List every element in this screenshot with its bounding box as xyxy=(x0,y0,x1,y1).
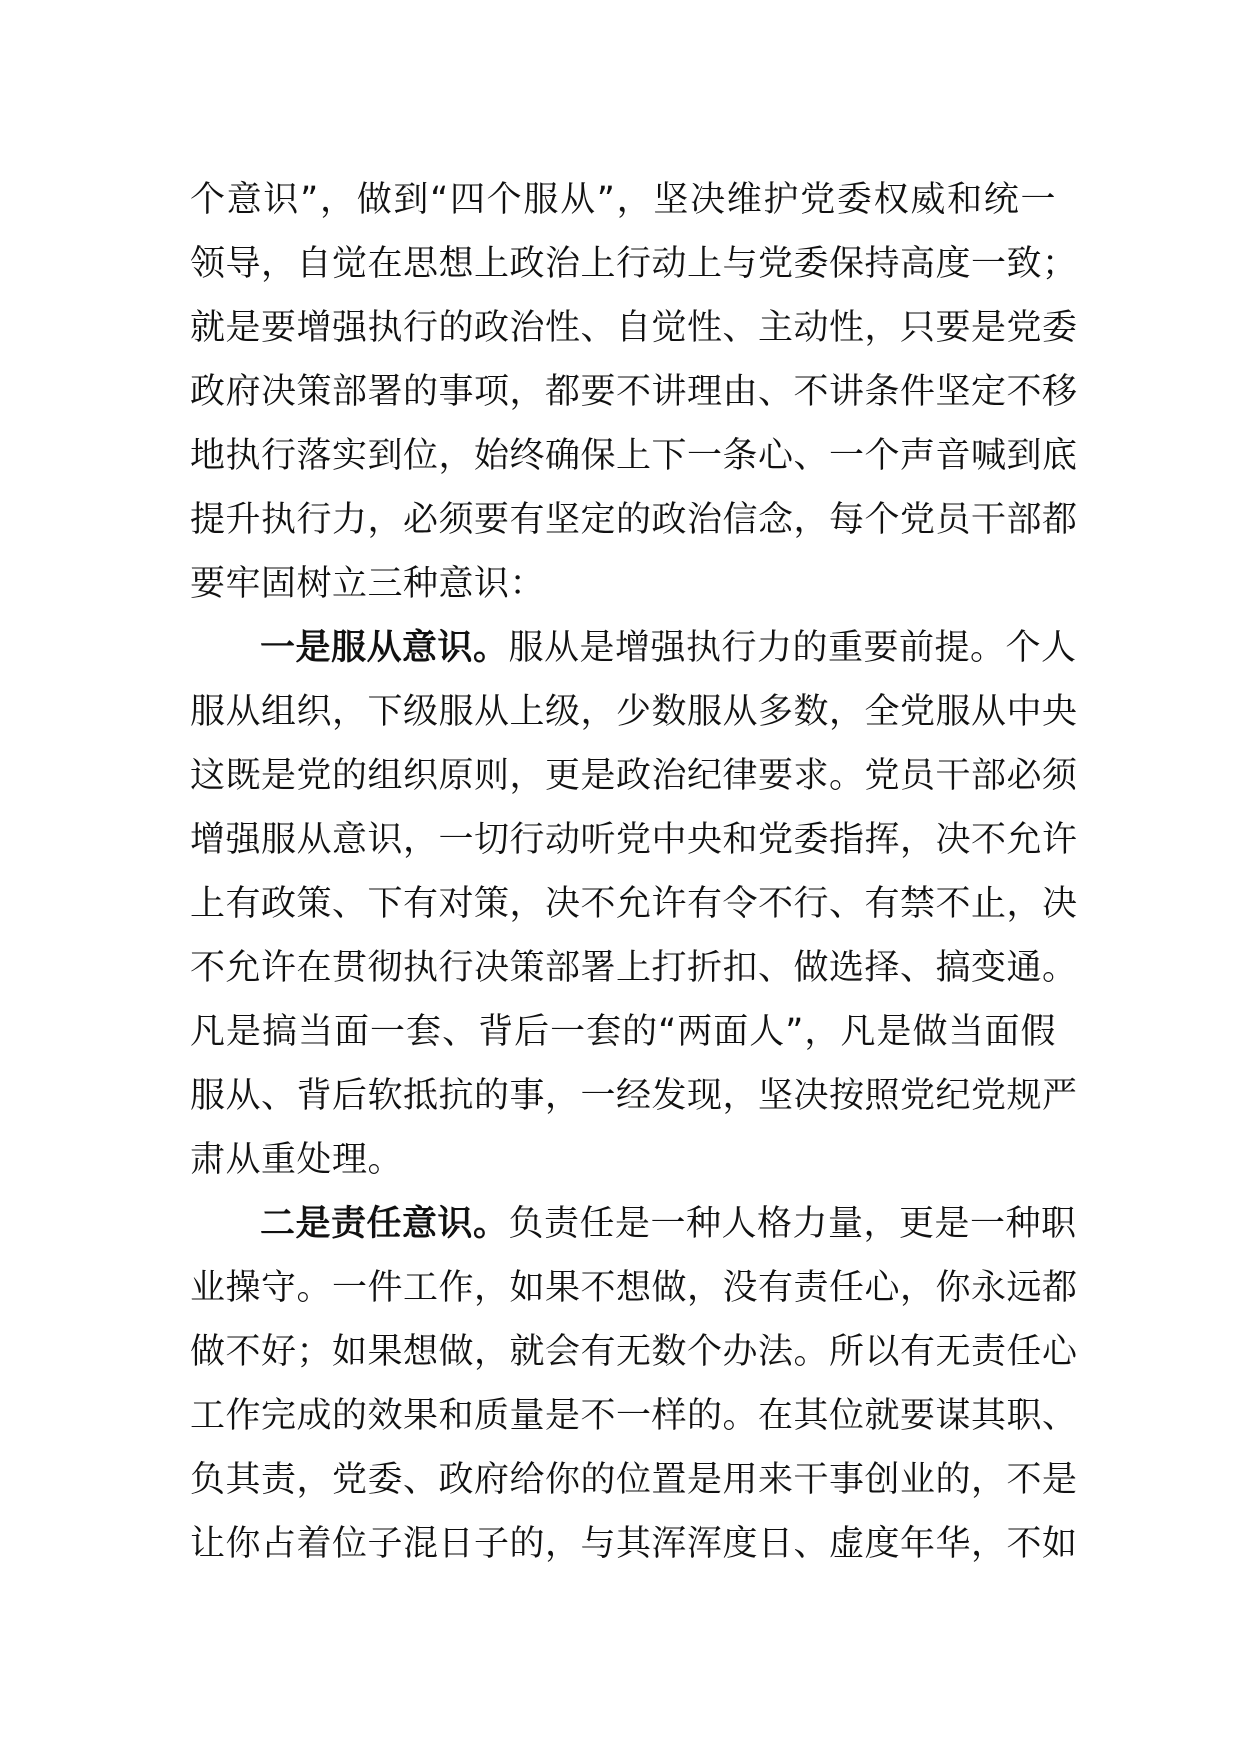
text-line: 业操守。一件工作，如果不想做，没有责任心，你永远都 xyxy=(190,1268,1078,1308)
text-line: 服从组织，下级服从上级，少数服从多数，全党服从中央 xyxy=(190,692,1078,732)
text-line: 让你占着位子混日子的，与其浑浑度日、虚度年华，不如 xyxy=(190,1524,1078,1564)
text-line: 上有政策、下有对策，决不允许有令不行、有禁不止，决 xyxy=(190,884,1078,924)
paragraph-first-line-text: 服从是增强执行力的重要前提。个人 xyxy=(508,628,1077,668)
text-line: 肃从重处理。 xyxy=(190,1140,404,1180)
paragraph-lead-heading: 一是服从意识。 xyxy=(260,628,509,668)
paragraph-1 xyxy=(190,168,1078,616)
text-line: 提升执行力，必须要有坚定的政治信念，每个党员干部都 xyxy=(190,500,1078,540)
text-line: 个意识”，做到“四个服从”，坚决维护党委权威和统一 xyxy=(190,180,1056,220)
text-line: 政府决策部署的事项，都要不讲理由、不讲条件坚定不移 xyxy=(190,372,1078,412)
paragraph-first-line-text: 负责任是一种人格力量，更是一种职 xyxy=(508,1204,1077,1244)
text-line: 要牢固树立三种意识： xyxy=(190,564,546,604)
paragraph-first-line xyxy=(190,1192,1077,1256)
paragraph-obedience xyxy=(190,616,1078,1192)
text-line: 服从、背后软抵抗的事，一经发现，坚决按照党纪党规严 xyxy=(190,1076,1078,1116)
text-line: 就是要增强执行的政治性、自觉性、主动性，只要是党委 xyxy=(190,308,1078,348)
text-line: 不允许在贯彻执行决策部署上打折扣、做选择、搞变通。 xyxy=(190,948,1078,988)
paragraph-responsibility xyxy=(190,1192,1078,1576)
text-line: 工作完成的效果和质量是不一样的。在其位就要谋其职、 xyxy=(190,1396,1078,1436)
text-line: 地执行落实到位，始终确保上下一条心、一个声音喊到底 xyxy=(190,436,1078,476)
text-line: 领导，自觉在思想上政治上行动上与党委保持高度一致； xyxy=(190,244,1078,284)
paragraph-first-line xyxy=(190,616,1077,680)
text-line: 增强服从意识，一切行动听党中央和党委指挥，决不允许 xyxy=(190,820,1078,860)
text-line: 负其责，党委、政府给你的位置是用来干事创业的，不是 xyxy=(190,1460,1078,1500)
document-page xyxy=(190,168,1078,1576)
text-line: 这既是党的组织原则，更是政治纪律要求。党员干部必须 xyxy=(190,756,1078,796)
text-line: 凡是搞当面一套、背后一套的“两面人”，凡是做当面假 xyxy=(190,1012,1056,1052)
paragraph-lead-heading: 二是责任意识。 xyxy=(260,1204,509,1244)
text-line: 做不好；如果想做，就会有无数个办法。所以有无责任心 xyxy=(190,1332,1078,1372)
